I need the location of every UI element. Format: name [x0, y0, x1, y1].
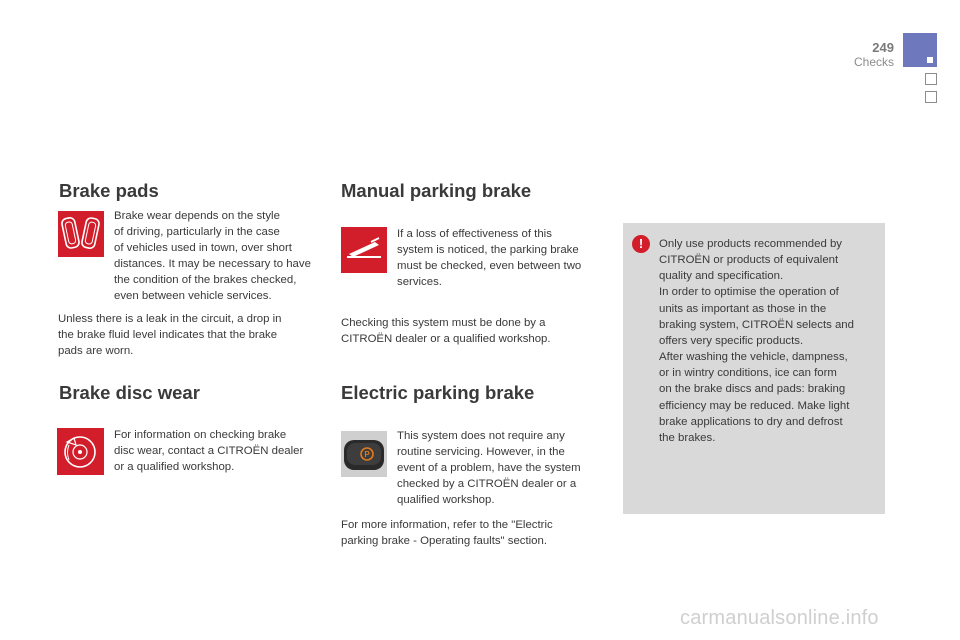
- note-text: [659, 236, 877, 446]
- text-line: routine servicing. However, in the: [397, 446, 565, 458]
- text-line: brake applications to dry and defrost: [659, 415, 843, 428]
- text-line: braking system, CITROËN selects and: [659, 318, 854, 331]
- section-tab-active[interactable]: [903, 33, 937, 67]
- text-line: units as important as those in the: [659, 302, 827, 315]
- electric-parking-more-info: [341, 517, 601, 549]
- text-line: In order to optimise the operation of: [659, 286, 839, 299]
- text-line: or a qualified workshop.: [114, 461, 235, 473]
- text-line: If a loss of effectiveness of this: [397, 228, 552, 240]
- electric-parking-switch-icon: [341, 431, 387, 477]
- text-line: offers very specific products.: [659, 334, 804, 347]
- text-line: parking brake - Operating faults" section.: [341, 535, 548, 547]
- text-line: distances. It may be necessary to have: [114, 258, 311, 270]
- warning-glyph: !: [638, 236, 644, 251]
- manual-parking-text: [397, 226, 607, 290]
- brake-disc-text: [114, 427, 324, 475]
- text-line: event of a problem, have the system: [397, 462, 581, 474]
- section-tab-empty[interactable]: [925, 73, 937, 85]
- text-line: CITROËN dealer or a qualified workshop.: [341, 333, 551, 345]
- warning-exclamation-icon: [632, 235, 650, 253]
- text-line: on the brake discs and pads: braking: [659, 383, 846, 396]
- text-line: Brake wear depends on the style: [114, 210, 280, 222]
- brake-disc-icon: [57, 428, 104, 475]
- text-line: quality and specification.: [659, 270, 784, 283]
- text-line: must be checked, even between two: [397, 260, 582, 272]
- text-line: of vehicles used in town, over short: [114, 242, 292, 254]
- text-line: the brake fluid level indicates that the brake: [58, 329, 278, 341]
- text-line: the condition of the brakes checked,: [114, 274, 297, 286]
- text-line: For more information, refer to the "Electric: [341, 519, 553, 531]
- text-line: or in wintry conditions, ice can form: [659, 367, 837, 380]
- text-line: qualified workshop.: [397, 494, 495, 506]
- brake-pads-icon: [58, 211, 104, 257]
- text-line: Unless there is a leak in the circuit, a drop in: [58, 313, 282, 325]
- text-line: After washing the vehicle, dampness,: [659, 351, 848, 364]
- text-line: For information on checking brake: [114, 429, 287, 441]
- tab-marker: [927, 57, 933, 63]
- text-line: pads are worn.: [58, 345, 134, 357]
- watermark: carmanualsonline.info: [680, 607, 879, 629]
- svg-text:P: P: [364, 450, 370, 459]
- text-line: services.: [397, 276, 442, 288]
- text-line: Only use products recommended by: [659, 238, 842, 250]
- section-title: Checks: [853, 55, 894, 69]
- manual-parking-heading: Manual parking brake: [341, 180, 532, 201]
- text-line: CITROËN or products of equivalent: [659, 254, 839, 267]
- text-line: checked by a CITROËN dealer or a: [397, 478, 577, 490]
- brake-disc-heading: Brake disc wear: [59, 382, 200, 403]
- text-line: Checking this system must be done by a: [341, 317, 546, 329]
- manual-parking-check-text: [341, 315, 601, 347]
- text-line: of driving, particularly in the case: [114, 226, 280, 238]
- electric-parking-text: [397, 428, 607, 508]
- parking-lever-icon: [341, 227, 387, 273]
- brake-pads-leak-note: [58, 311, 318, 359]
- text-line: system is noticed, the parking brake: [397, 244, 579, 256]
- section-tab-empty[interactable]: [925, 91, 937, 103]
- brake-pads-heading: Brake pads: [59, 180, 159, 201]
- text-line: efficiency may be reduced. Make light: [659, 399, 850, 412]
- text-line: disc wear, contact a CITROËN dealer: [114, 445, 304, 457]
- text-line: even between vehicle services.: [114, 290, 272, 302]
- page-number: 249: [872, 40, 894, 55]
- brake-pads-intro: [114, 208, 324, 304]
- text-line: the brakes.: [659, 431, 716, 444]
- text-line: This system does not require any: [397, 430, 565, 442]
- electric-parking-heading: Electric parking brake: [341, 382, 535, 403]
